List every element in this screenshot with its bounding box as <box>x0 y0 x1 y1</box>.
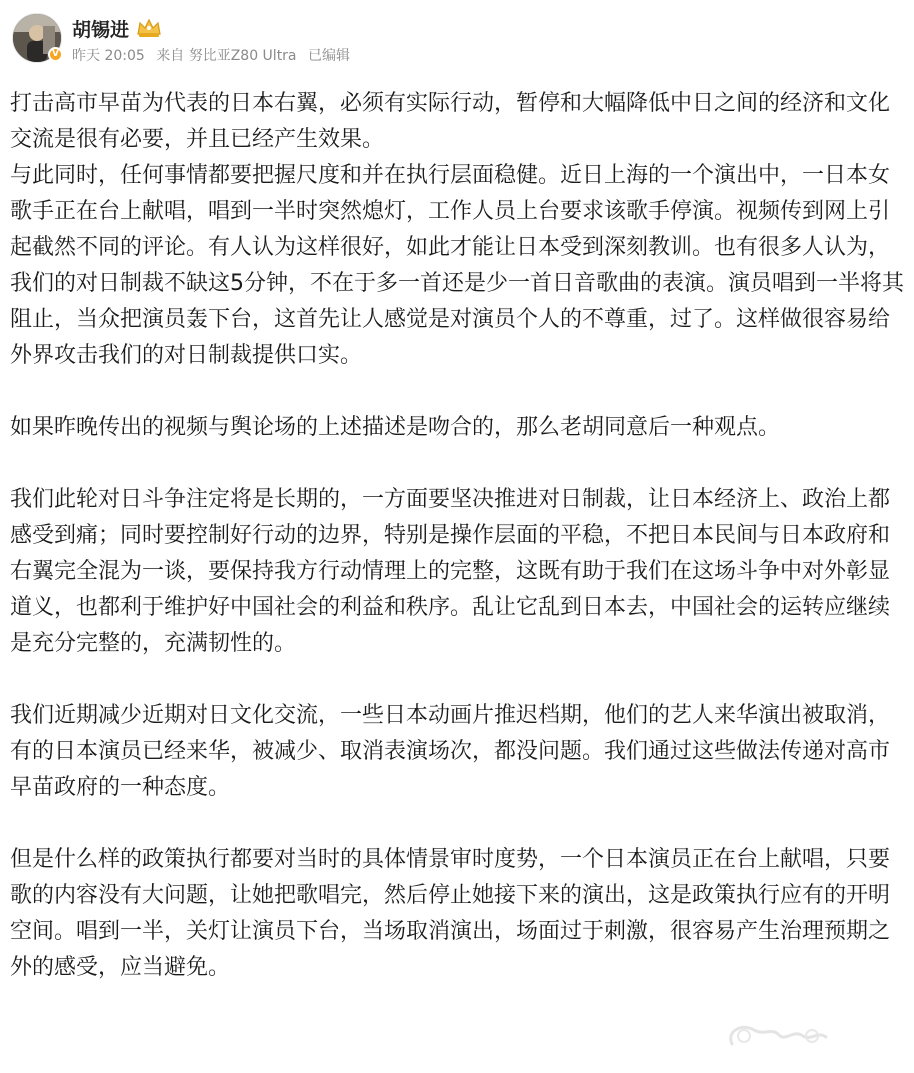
post-paragraph: 但是什么样的政策执行都要对当时的具体情景审时度势，一个日本演员正在台上献唱，只要歌的内容没有大问题，让她把歌唱完，然后停止她接下来的演出，这是政策执行应有的开明空间。唱到一半，关灯让演员下台，当场取消演出，场面过于刺激，很容易产生治理预期之外的感受，应当避免。 <box>10 847 891 980</box>
post-content <box>10 86 905 986</box>
author-name[interactable]: 胡锡进 <box>72 18 130 41</box>
post-header <box>10 8 890 68</box>
crown-icon <box>135 17 163 39</box>
post-paragraph: 我们此轮对日斗争注定将是长期的，一方面要坚决推进对日制裁，让日本经济上、政治上都感受到痛；同时要控制好行动的边界，特别是操作层面的平稳，不把日本民间与日本政府和右翼完全混为一谈，要保持我方行动情理上的完整，这既有助于我们在这场斗争中对外彰显道义，也都利于维护好中国社会的利益和秩序。乱让它乱到日本去，中国社会的运转应继续是充分完整的，充满韧性的。 <box>10 487 891 656</box>
post-paragraph: 与此同时，任何事情都要把握尺度和并在执行层面稳健。近日上海的一个演出中，一日本女歌手正在台上献唱，唱到一半时突然熄灯，工作人员上台要求该歌手停演。视频传到网上引起截然不同的评论。有人认为这样很好，如此才能让日本受到深刻教训。也有很多人认为，我们的对日制裁不缺这5分钟，不在于多一首还是少一首日音歌曲的表演。演员唱到一半将其阻止，当众把演员轰下台，这首先让人感觉是对演员个人的不尊重，过了。这样做很容易给外界攻击我们的对日制裁提供口实。 <box>10 163 905 368</box>
post-time[interactable]: 昨天 20:05 <box>72 48 145 64</box>
post-source: 来自 努比亚Z80 Ultra <box>156 48 297 64</box>
watermark-logo-icon <box>724 1019 834 1053</box>
post-paragraph: 打击高市早苗为代表的日本右翼，必须有实际行动，暂停和大幅降低中日之间的经济和文化交流是很有必要，并且已经产生效果。 <box>10 91 891 152</box>
post-paragraph: 如果昨晚传出的视频与舆论场的上述描述是吻合的，那么老胡同意后一种观点。 <box>10 415 781 440</box>
author-row <box>72 15 163 41</box>
post-paragraph: 我们近期减少近期对日文化交流，一些日本动画片推迟档期，他们的艺人来华演出被取消，有的日本演员已经来华，被减少、取消表演场次，都没问题。我们通过这些做法传递对高市早苗政府的一种态度。 <box>10 703 891 800</box>
post-meta <box>72 45 350 65</box>
verified-icon: V <box>48 47 63 62</box>
post-edited[interactable]: 已编辑 <box>307 48 350 64</box>
